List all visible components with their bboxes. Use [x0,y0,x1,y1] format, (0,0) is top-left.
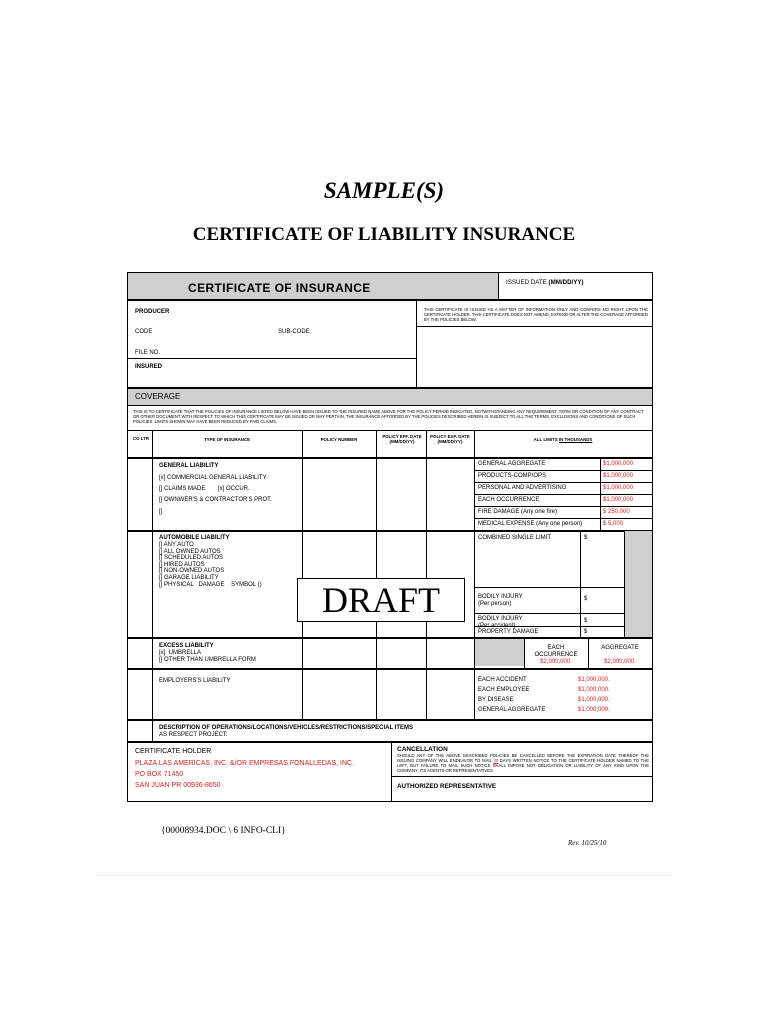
gl-limit-row: MEDICAL EXPENSE (Any one person) $ 5,000 [478,521,624,527]
page-subtitle: CERTIFICATE OF LIABILITY INSURANCE [192,224,576,245]
general-liability-heading: GENERAL LIABILITY [159,463,219,469]
el-limit-row: GENERAL AGGREGATE $1,000,000. [478,707,610,713]
col-eff-date: POLICY EFF. DATE (MM/DD/YY) [382,434,422,445]
each-occurrence-value: $2,000,000. [540,659,572,665]
excess-checkbox-list [159,650,256,664]
gl-limit-row: FIRE DAMAGE (Any one fire) $ 250,000 [475,507,652,519]
certificate-banner: CERTIFICATE OF INSURANCE [188,281,371,295]
page-title: SAMPLE(S) [323,178,445,203]
auto-liability-heading: AUTOMOBILE LIABILITY [159,535,230,541]
auto-physical-damage-checkbox[interactable]: [] PHYSICAL DAMAGE SYMBOL () [159,581,262,588]
coverage-label: COVERAGE [135,392,181,401]
coverage-statement: THIS IS TO CERTIFICATE THAT THE POLICIES OF INSURANCE LISTED BELOW HAVE BEEN ISSUED TO THE INSURED NAME ABOVE FOR THE POLICY PERIOD INDICATED, NOTWITHSTANDING ANY REQUIREMENT, TERM OR CONDITION OF ANY CONTRACT OR OTHER DOCUMENT WITH RESPECT TO WHICH THIS CERTIFICATE MAY BE ISSUED OR MAY PERTAIN, THE INSURANCE AFFORDED BY THE POLICIES DESCRIBED HEREIN IS SUBJECT TO ALL THE TERMS, EXCLUSIONS AND CONDITIONS OF SUCH POLICIES. LIMITS SHOWN MAY HAVE BEEN REDUCED BY PAID CLAIMS. [133,409,644,424]
bi-per-person-label: BODILY INJURY (Per person) [478,594,523,607]
col-policy-number: POLICY NUMBER [320,437,358,442]
description-text: AS RESPECT PROJECT: [159,732,228,738]
aggregate-label: AGGREGATE [601,645,639,651]
insured-label: INSURED [135,364,163,370]
auto-non-owned-checkbox[interactable]: [] NON-OWNED AUTOS [159,568,225,575]
col-exp-date: POLICY EXP. DATE (MM/DD/YY) [430,434,470,445]
description-heading: DESCRIPTION OF OPERATIONS/LOCATIONS/VEHICLES/RESTRICTIONS/SPECIAL ITEMS [159,725,414,731]
footer-divider [95,875,672,876]
code-label: CODE [135,329,153,335]
auto-shaded-column [625,531,652,637]
certificate-holder-address: PLAZA LAS AMERICAS, INC. &/OR EMPRESAS FONALLEDAS, INC. PO BOX 71450 SAN JUAN PR 00936-8650 [135,760,355,789]
auto-any-checkbox[interactable]: [] ANY AUTO [159,542,194,548]
certificate-holder-label: CERTIFICATE HOLDER [135,748,212,755]
bi-per-accident-label: BODILY INJURY (Per accident) [478,616,523,629]
property-damage-label: PROPERTY DAMAGE [478,629,539,635]
certificate-form [127,272,653,802]
el-limit-row: BY DISEASE $1,000,000. [478,697,610,703]
draft-stamp: DRAFT [297,578,465,622]
auto-hired-checkbox[interactable]: [] HIRED AUTOS [159,561,205,568]
gl-limits [475,459,652,530]
excess-shaded-cell [475,639,524,666]
col-co-ltr: CO LTR [132,436,149,441]
col-all-limits: ALL LIMITS IN THOUSANDS [533,437,593,442]
bi-per-person-dollar: $ [584,596,588,602]
auto-garage-checkbox[interactable]: [] GARAGE LIABILITY [159,574,219,581]
file-no-label: FILE NO. [135,350,161,356]
col-type-of-insurance: TYPE OF INSURANCE [203,437,251,442]
bi-per-accident-dollar: $ [584,618,588,624]
auto-checkbox-list [159,542,262,588]
gl-commercial-checkbox[interactable]: [x] COMMERCIAL GENERAL LIABILITY [159,475,267,481]
gl-limit-row: PERSONAL AND ADVERTISING $1,000,000 [475,483,652,495]
each-occurrence-label: EACH OCCURRENCE [534,645,578,658]
cancellation-label: CANCELLATION [397,746,448,753]
gl-limit-row: PRODUCTS-COMP/OPS $1,000,000 [475,471,652,483]
gl-limit-row: GENERAL AGGREGATE $1,000,000 [475,459,652,471]
issued-date-label: ISSUED DATE (MM/DD/YY) [506,279,584,286]
revision-date: Rev. 10/25/10 [568,839,607,847]
coverage-band [128,389,652,405]
subcode-label: SUB-CODE [278,329,310,335]
producer-label: PRODUCER [135,309,170,315]
employers-liability-heading: EMPLOYERS'S LIABILITY [159,678,231,684]
cancellation-text: SHOULD ANY OF THE ABOVE DESCRIBED POLICIES BE CANCELLED BEFORE THE EXPIRATION DATE THEREOF THE ISSUING COMPANY WILL ENDEAVOR TO MAIL 30 DAYS WRITTEN NOTICE TO THE CERTIFICATE HOLDER NAMED TO THE LEFT, BUT FAILURE TO MAIL SUCH NOTICE SHALL IMPOSE NOT OBLIGATION OR LIABILITY OF ANY KIND UPON THE COMPANY, ITS AGENTS OR REPRESENTATIVES. [397,753,650,773]
information-notice: THIS CERTIFICATE IS ISSUED AS A MATTER OF INFORMATION ONLY AND CONFERS NO RIGHT UPON THE CERTIFICATE HOLDER. THIS CERTIFICATE DOES NOT AMEND, EXTEND OR ALTER THE COVERAGE AFFORDED BY THE POLICIES BELOW. [424,307,648,322]
gl-other-checkbox[interactable]: [] [159,509,163,515]
gl-occur-checkbox[interactable]: [x] OCCUR. [218,486,250,492]
el-limit-row: EACH EMPLOYEE $1,000,000. [478,687,610,693]
property-damage-dollar: $ [584,629,588,635]
gl-owners-contractors-checkbox[interactable]: [] OWNWER'S & CONTRACTOR'S PROT. [159,497,272,503]
auto-all-owned-checkbox[interactable]: [] ALL OWNED AUTOS [159,548,221,555]
excess-other-checkbox[interactable]: [] OTHER THAN UMBRELLA FORM [159,657,256,663]
gl-limit-row: EACH OCCURRENCE $1,000,000 [475,495,652,507]
document-reference: {00008934.DOC \ 6 INFO-CLI} [161,826,286,836]
el-limits [478,677,648,717]
excess-liability-heading: EXCESS LIABILITY [159,643,214,649]
csl-dollar: $ [584,535,588,541]
el-limit-row: EACH ACCIDENT $1,000,000. [478,677,610,683]
gl-claims-made-checkbox[interactable]: [] CLAIMS MADE [159,486,206,492]
auto-scheduled-checkbox[interactable]: [] SCHEDULED AUTOS [159,555,223,562]
combined-single-limit-label: COMBINED SINGLE LIMIT [478,535,552,541]
aggregate-value: $2,000,000. [604,659,636,665]
authorized-representative-label: AUTHORIZED REPRESENTATIVE [397,783,497,790]
excess-umbrella-checkbox[interactable]: [x] UMBRELLA [159,650,202,656]
